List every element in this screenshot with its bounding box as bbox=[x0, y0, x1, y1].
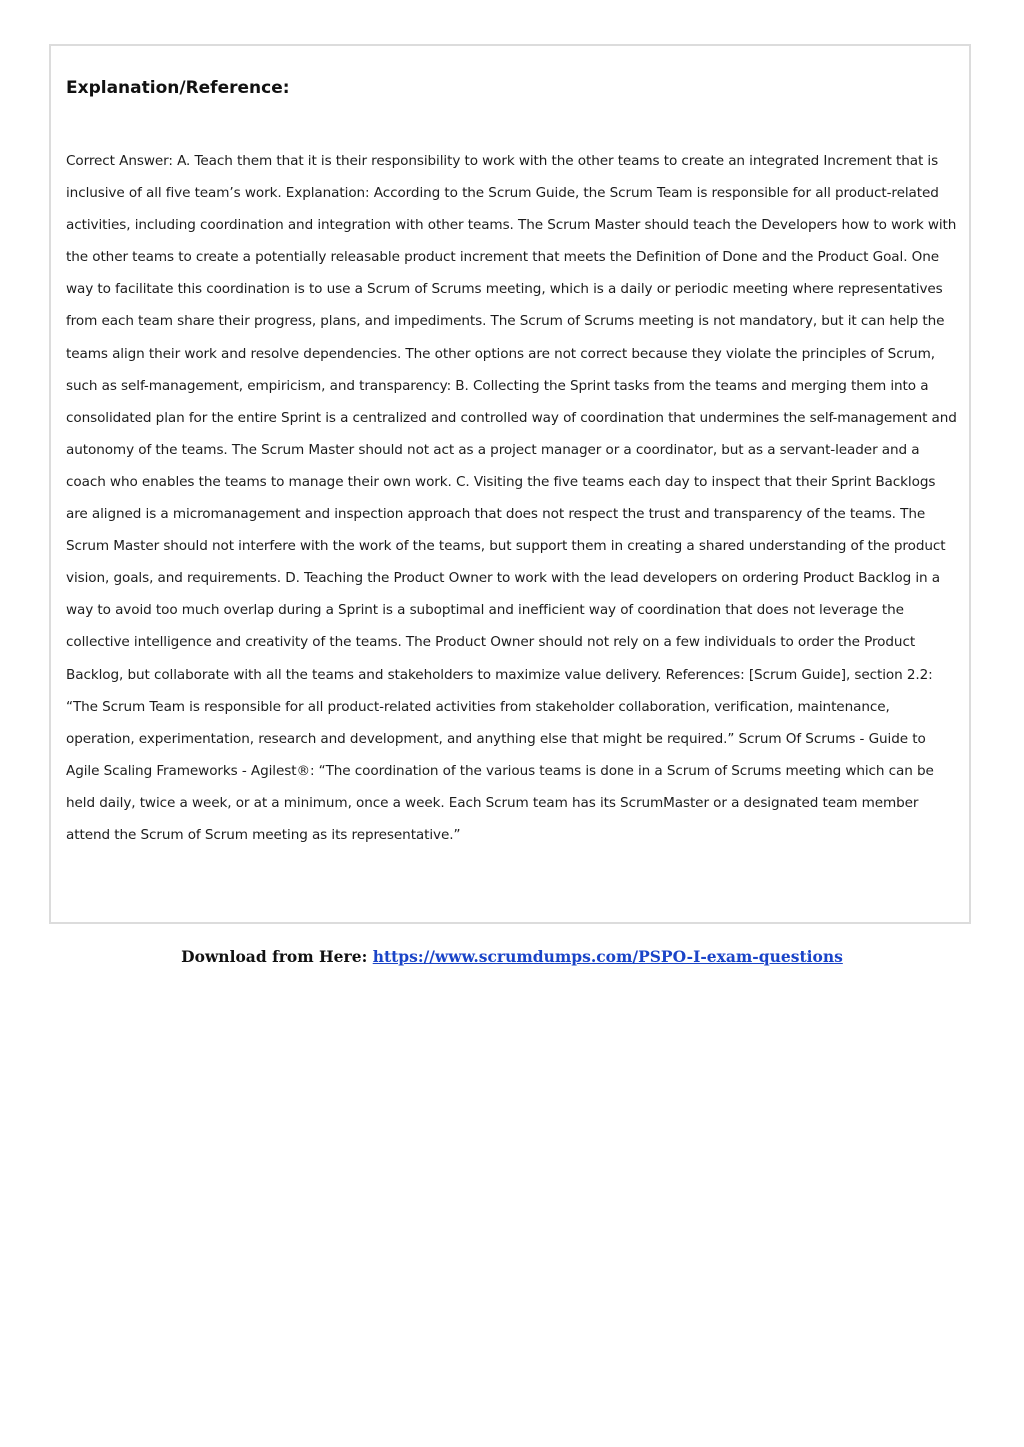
explanation-heading: Explanation/Reference: bbox=[66, 78, 290, 98]
download-line bbox=[0, 947, 1024, 966]
explanation-box bbox=[49, 44, 971, 924]
download-label: Download from Here: bbox=[181, 947, 373, 966]
explanation-body: Correct Answer: A. Teach them that it is their responsibility to work with the other teams to create an integrated Increment that is inclusive of all five team’s work. Explanation: According to the Scrum Guide, the Scrum Team is responsible for all product-related activities, including coordination and integration with other teams. The Scrum Master should teach the Developers how to work with the other teams to create a potentially releasable product increment that meets the Definition of Done and the Product Goal. One way to facilitate this coordination is to use a Scrum of Scrums meeting, which is a daily or periodic meeting where representatives from each team share their progress, plans, and impediments. The Scrum of Scrums meeting is not mandatory, but it can help the teams align their work and resolve dependencies. The other options are not correct because they violate the principles of Scrum, such as self-management, empiricism, and transparency: B. Collecting the Sprint tasks from the teams and merging them into a consolidated plan for the entire Sprint is a centralized and controlled way of coordination that undermines the self-management and autonomy of the teams. The Scrum Master should not act as a project manager or a coordinator, but as a servant-leader and a coach who enables the teams to manage their own work. C. Visiting the five teams each day to inspect that their Sprint Backlogs are aligned is a micromanagement and inspection approach that does not respect the trust and transparency of the teams. The Scrum Master should not interfere with the work of the teams, but support them in creating a shared understanding of the product vision, goals, and requirements. D. Teaching the Product Owner to work with the lead developers on ordering Product Backlog in a way to avoid too much overlap during a Sprint is a suboptimal and inefficient way of coordination that does not leverage the collective intelligence and creativity of the teams. The Product Owner should not rely on a few individuals to order the Product Backlog, but collaborate with all the teams and stakeholders to maximize value delivery. References: [Scrum Guide], section 2.2: “The Scrum Team is responsible for all product-related activities from stakeholder collaboration, verification, maintenance, operation, experimentation, research and development, and anything else that might be required.” Scrum Of Scrums - Guide to Agile Scaling Frameworks - Agilest®: “The coordination of the various teams is done in a Scrum of Scrums meeting which can be held daily, twice a week, or at a minimum, once a week. Each Scrum team has its ScrumMaster or a designated team member attend the Scrum of Scrum meeting as its representative.” bbox=[66, 153, 957, 843]
download-link[interactable]: https://www.scrumdumps.com/PSPO-I-exam-questions bbox=[372, 947, 843, 966]
